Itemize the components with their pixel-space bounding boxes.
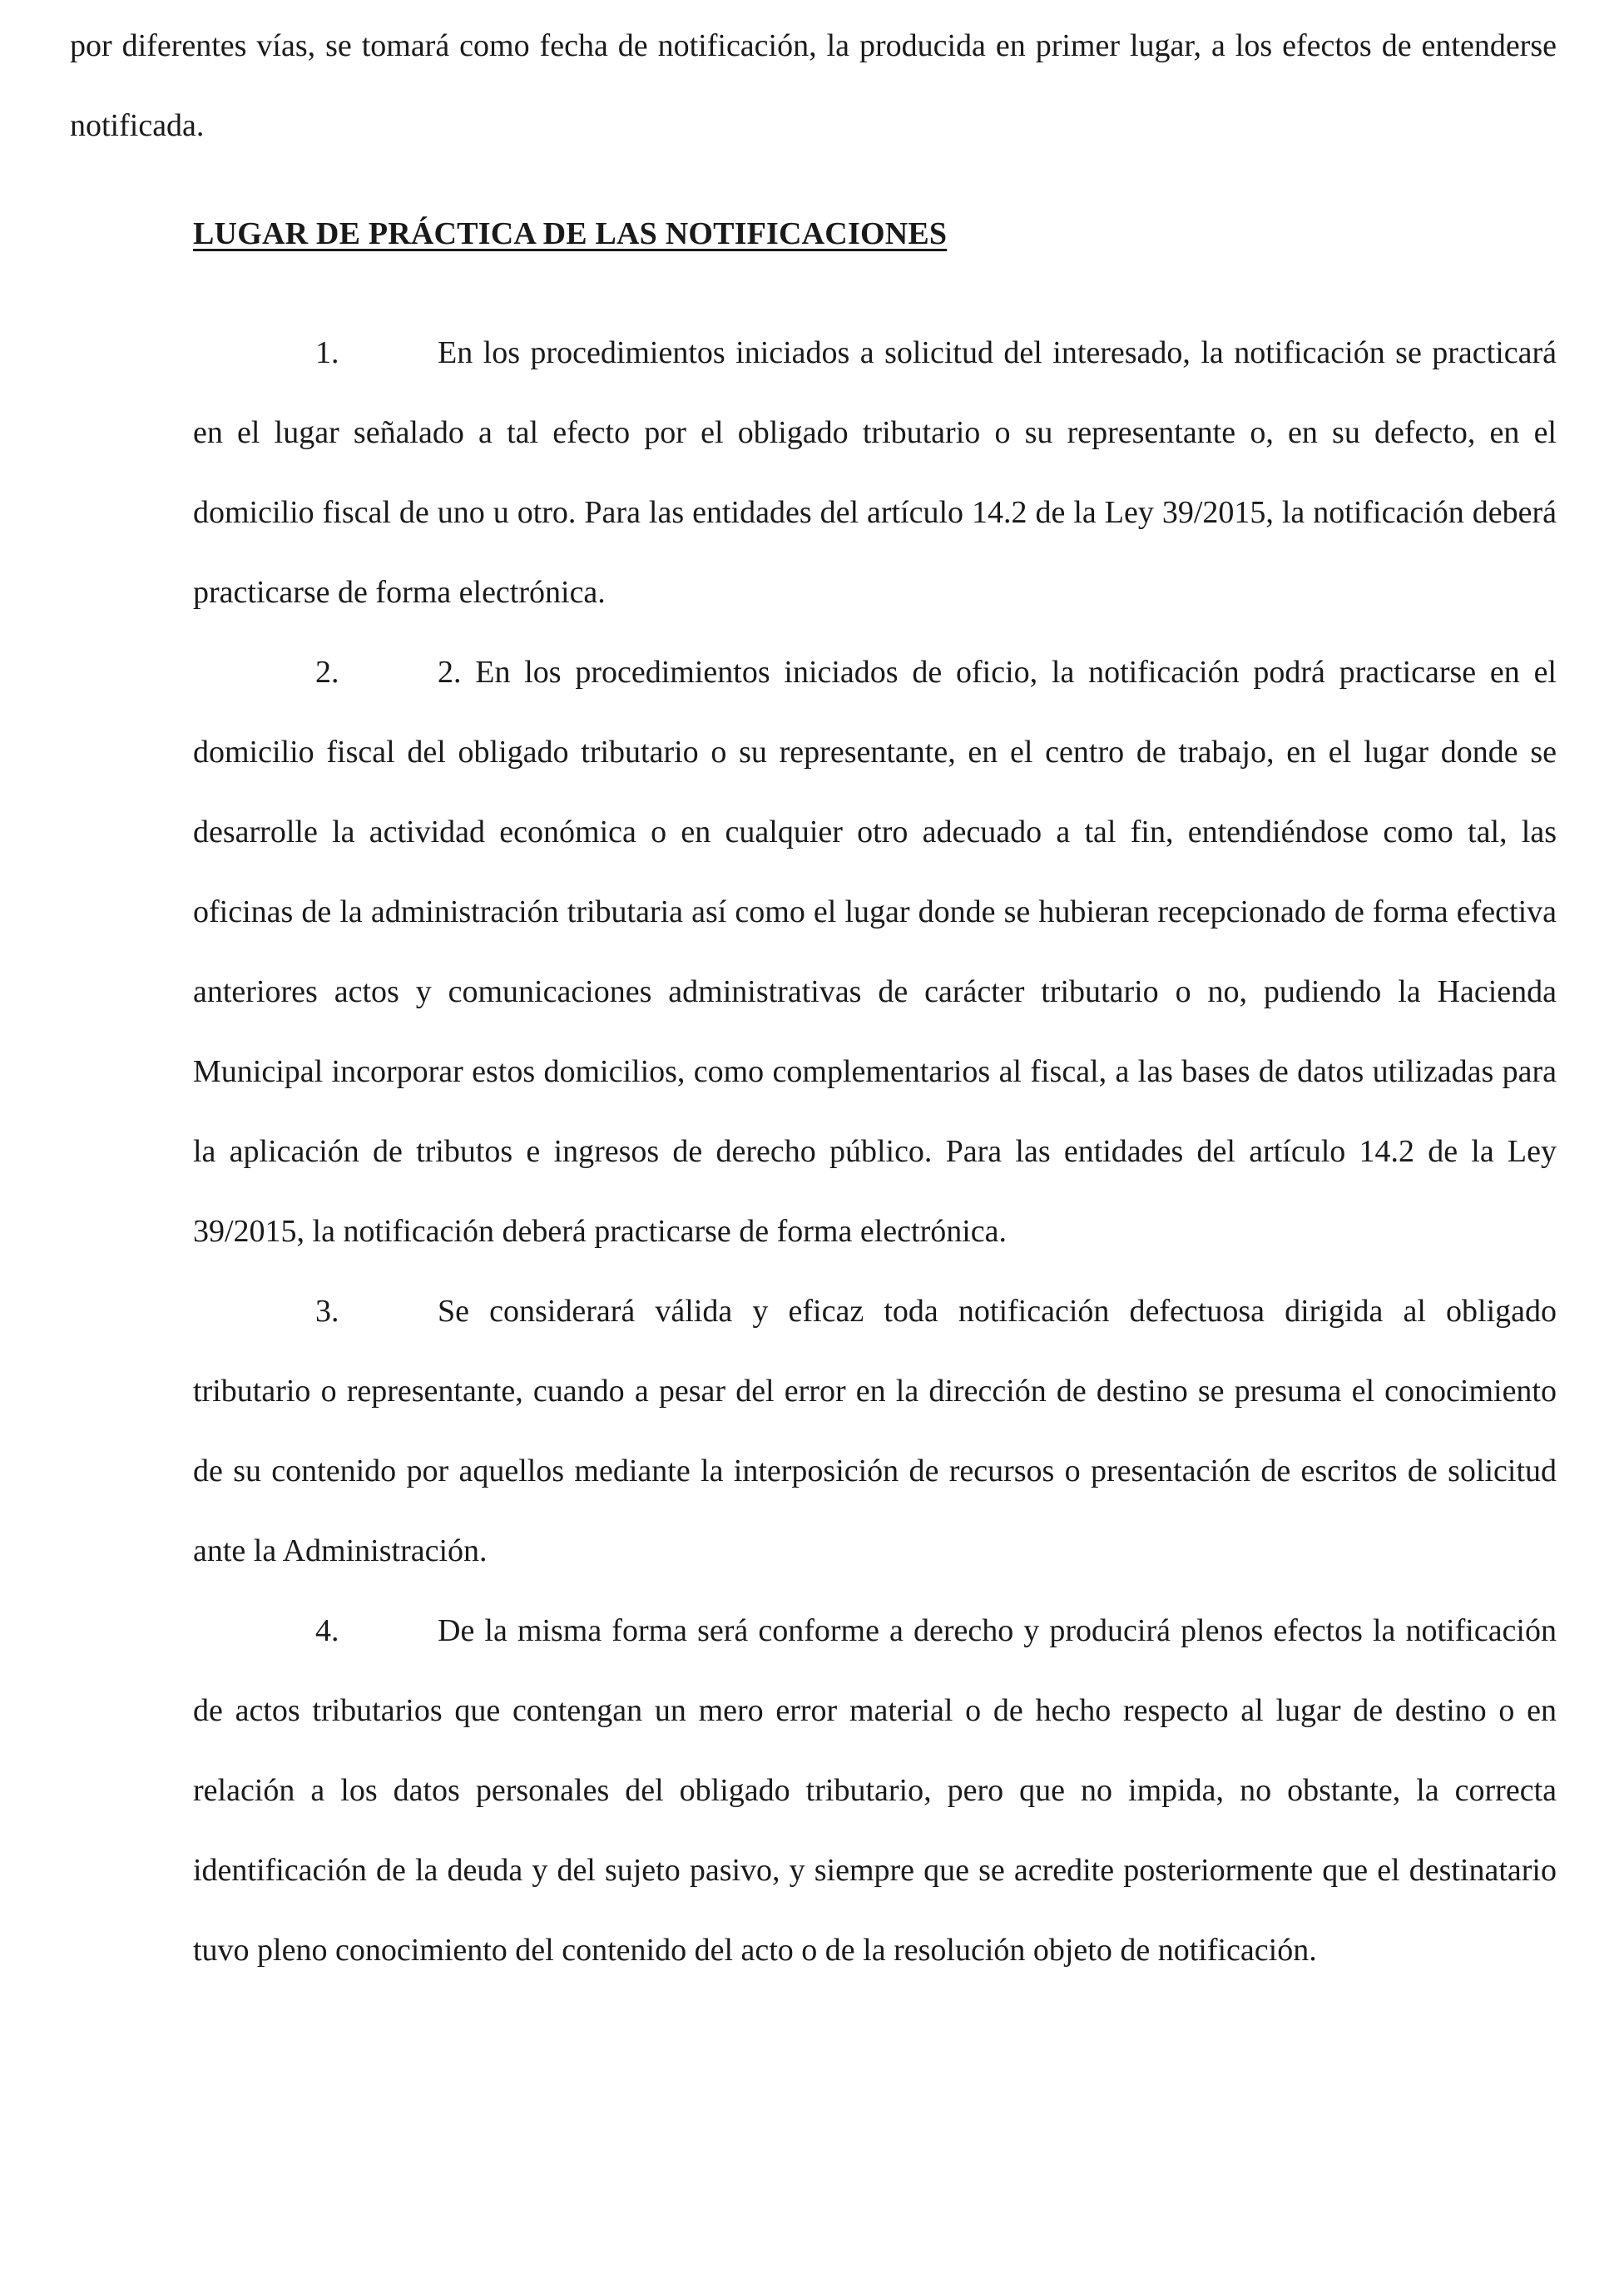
numbered-list <box>193 313 1557 1990</box>
list-item-text: 2. En los procedimientos iniciados de oficio, la notificación podrá practicarse en el domicilio fiscal del obligado tributario o su representante, en el centro de trabajo, en el lugar donde se desarrolle la actividad económica o en cualquier otro adecuado a tal fin, entendiéndose como tal, las oficinas de la administración tributaria así como el lugar donde se hubieran recepcionado de forma efectiva anteriores actos y comunicaciones administrativas de carácter tributario o no, pudiendo la Hacienda Municipal incorporar estos domicilios, como complementarios al fiscal, a las bases de datos utilizadas para la aplicación de tributos e ingresos de derecho público. Para las entidades del artículo 14.2 de la Ley 39/2015, la notificación deberá practicarse de forma electrónica. <box>193 655 1557 1249</box>
list-item-number: 4. <box>315 1613 339 1648</box>
list-item <box>193 632 1557 1271</box>
list-item-text: De la misma forma será conforme a derecho y producirá plenos efectos la notificación de actos tributarios que contengan un mero error material o de hecho respecto al lugar de destino o en relación a los datos personales del obligado tributario, pero que no impida, no obstante, la correcta identificación de la deuda y del sujeto pasivo, y siempre que se acredite posteriormente que el destinatario tuvo pleno conocimiento del contenido del acto o de la resolución objeto de notificación. <box>193 1613 1557 1968</box>
list-item-number: 2. <box>315 655 339 690</box>
list-item-text: Se considerará válida y eficaz toda notificación defectuosa dirigida al obligado tributario o representante, cuando a pesar del error en la dirección de destino se presuma el conocimiento de su contenido por aquellos mediante la interposición de recursos o presentación de escritos de solicitud ante la Administración. <box>193 1294 1557 1568</box>
list-item <box>193 1271 1557 1591</box>
list-item-number: 1. <box>315 335 339 370</box>
list-item <box>193 1591 1557 1990</box>
list-item-number: 3. <box>315 1294 339 1329</box>
section-heading: LUGAR DE PRÁCTICA DE LAS NOTIFICACIONES <box>193 216 948 251</box>
list-item <box>193 313 1557 632</box>
list-item-text: En los procedimientos iniciados a solicitud del interesado, la notificación se practicará en el lugar señalado a tal efecto por el obligado tributario o su representante o, en su defecto, en el domicilio fiscal de uno u otro. Para las entidades del artículo 14.2 de la Ley 39/2015, la notificación deberá practicarse de forma electrónica. <box>193 335 1557 610</box>
intro-paragraph: por diferentes vías, se tomará como fecha de notificación, la producida en primer lugar, a los efectos de entenderse notificada. <box>70 28 1557 143</box>
